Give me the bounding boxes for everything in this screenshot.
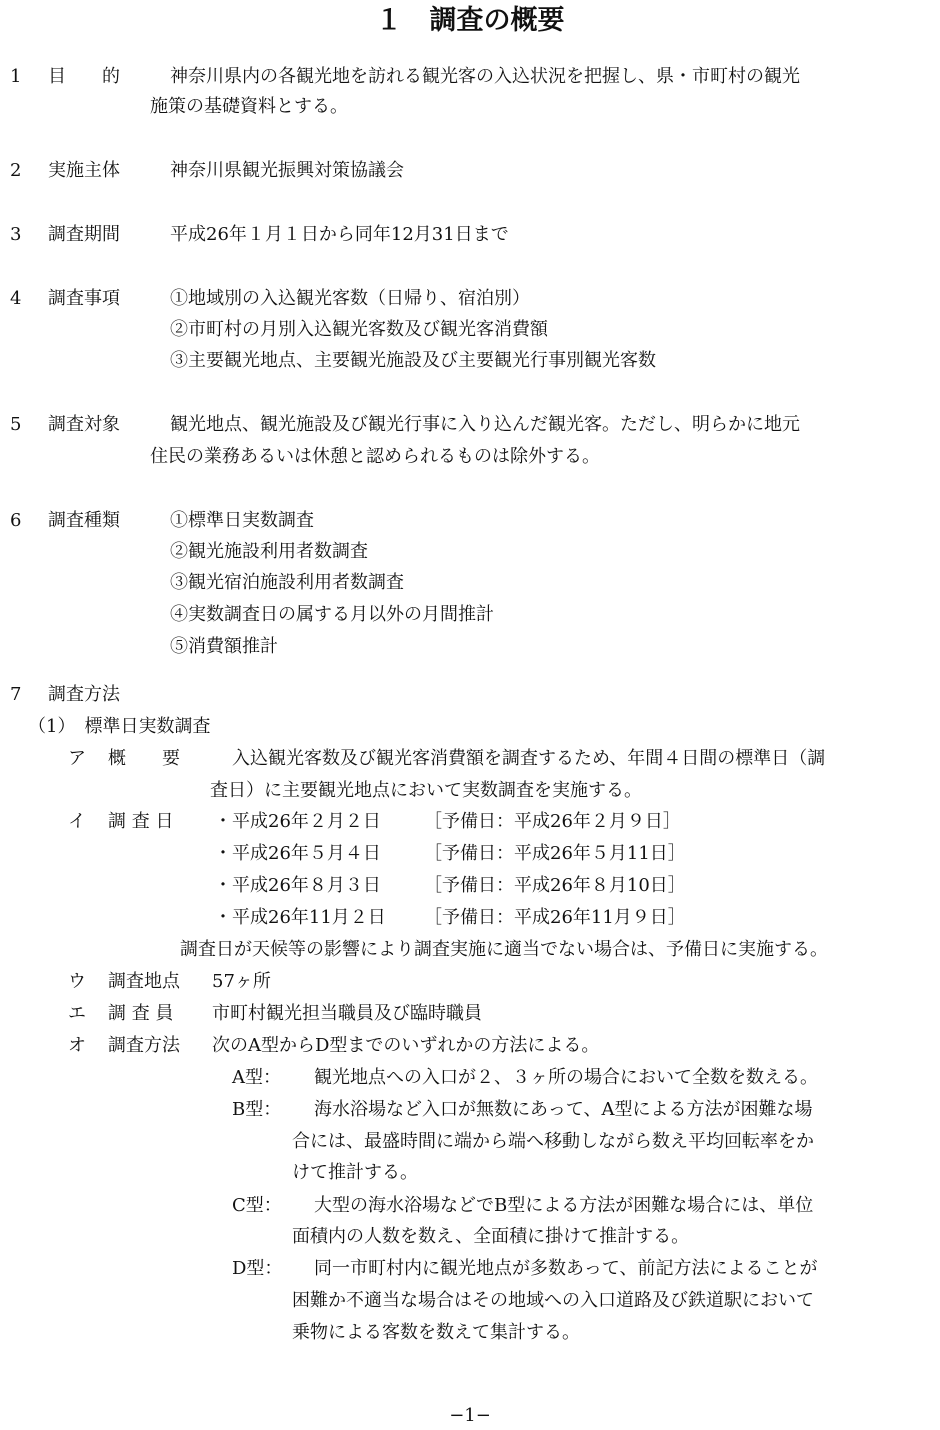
section-6-item: ③観光宿泊施設利用者数調査 xyxy=(170,572,404,593)
survey-date: ・平成26年５月４日 xyxy=(214,843,381,864)
item-i-mark: イ xyxy=(68,811,86,832)
type-text-line: けて推計する。 xyxy=(292,1162,418,1183)
section-1-number: 1 xyxy=(10,66,22,87)
section-1-label: 目 的 xyxy=(48,66,120,87)
reserve-date: ［予備日：平成26年８月10日］ xyxy=(424,875,686,896)
item-a-text-line1: 入込観光客数及び観光客消費額を調査するため、年間４日間の標準日（調 xyxy=(232,748,826,769)
item-o-label: 調査方法 xyxy=(108,1035,180,1056)
item-a-label: 概 要 xyxy=(108,748,180,769)
section-5-number: 5 xyxy=(10,414,22,435)
type-text-line: 困難か不適当な場合はその地域への入口道路及び鉄道駅において xyxy=(292,1290,814,1311)
item-a-mark: ア xyxy=(68,748,86,769)
type-text-line: 同一市町村内に観光地点が多数あって、前記方法によることが xyxy=(314,1258,818,1279)
section-4-item: ②市町村の月別入込観光客数及び観光客消費額 xyxy=(170,319,548,340)
item-u-text: 57ヶ所 xyxy=(212,971,271,992)
section-6-item: ①標準日実数調査 xyxy=(170,510,314,531)
type-text-line: 乗物による客数を数えて集計する。 xyxy=(292,1322,580,1343)
survey-date: ・平成26年２月２日 xyxy=(214,811,381,832)
section-5-label: 調査対象 xyxy=(48,414,120,435)
section-2-number: 2 xyxy=(10,160,22,181)
type-text-line: 観光地点への入口が２、３ヶ所の場合において全数を数える。 xyxy=(314,1067,818,1088)
reserve-date: ［予備日：平成26年５月11日］ xyxy=(424,843,686,864)
item-a-text-line2: 査日）に主要観光地点において実数調査を実施する。 xyxy=(210,780,642,801)
section-1-text-line1: 神奈川県内の各観光地を訪れる観光客の入込状況を把握し、県・市町村の観光 xyxy=(170,66,800,87)
section-6-item: ④実数調査日の属する月以外の月間推計 xyxy=(170,604,494,625)
page-title: １ 調査の概要 xyxy=(375,5,565,36)
section-4-label: 調査事項 xyxy=(48,288,120,309)
item-u-mark: ウ xyxy=(68,971,86,992)
item-i-label: 調 査 日 xyxy=(108,811,174,832)
type-text-line: 大型の海水浴場などでB型による方法が困難な場合には、単位 xyxy=(314,1195,814,1216)
section-5-text-line2: 住民の業務あるいは休憩と認められるものは除外する。 xyxy=(150,446,600,467)
item-u-label: 調査地点 xyxy=(108,971,180,992)
survey-date: ・平成26年８月３日 xyxy=(214,875,381,896)
type-label: C型： xyxy=(232,1195,282,1216)
subsection-1-heading: （1） 標準日実数調査 xyxy=(28,716,211,737)
item-e-mark: エ xyxy=(68,1003,86,1024)
type-text-line: 海水浴場など入口が無数にあって、A型による方法が困難な場 xyxy=(314,1099,813,1120)
section-6-label: 調査種類 xyxy=(48,510,120,531)
item-e-label: 調 査 員 xyxy=(108,1003,174,1024)
reserve-date: ［予備日：平成26年２月９日］ xyxy=(424,811,681,832)
section-6-item: ⑤消費額推計 xyxy=(170,636,278,657)
section-3-number: 3 xyxy=(10,224,22,245)
section-6-item: ②観光施設利用者数調査 xyxy=(170,541,368,562)
page-number: −1− xyxy=(449,1405,491,1426)
type-label: B型： xyxy=(232,1099,282,1120)
survey-date: ・平成26年11月２日 xyxy=(214,907,386,928)
reserve-date: ［予備日：平成26年11月９日］ xyxy=(424,907,686,928)
section-3-text: 平成26年１月１日から同年12月31日まで xyxy=(170,224,509,245)
section-4-item: ①地域別の入込観光客数（日帰り、宿泊別） xyxy=(170,288,530,309)
survey-date-note: 調査日が天候等の影響により調査実施に適当でない場合は、予備日に実施する。 xyxy=(180,939,828,960)
section-7-label: 調査方法 xyxy=(48,684,120,705)
type-text-line: 面積内の人数を数え、全面積に掛けて推計する。 xyxy=(292,1226,690,1247)
section-1-text-line2: 施策の基礎資料とする。 xyxy=(150,96,348,117)
section-4-number: 4 xyxy=(10,288,22,309)
type-label: D型： xyxy=(232,1258,283,1279)
type-label: A型： xyxy=(232,1067,281,1088)
section-2-label: 実施主体 xyxy=(48,160,120,181)
section-4-item: ③主要観光地点、主要観光施設及び主要観光行事別観光客数 xyxy=(170,350,656,371)
item-e-text: 市町村観光担当職員及び臨時職員 xyxy=(212,1003,482,1024)
section-5-text-line1: 観光地点、観光施設及び観光行事に入り込んだ観光客。ただし、明らかに地元 xyxy=(170,414,800,435)
section-6-number: 6 xyxy=(10,510,22,531)
item-o-mark: オ xyxy=(68,1035,86,1056)
section-7-number: 7 xyxy=(10,684,22,705)
section-2-text: 神奈川県観光振興対策協議会 xyxy=(170,160,404,181)
item-o-text: 次のA型からD型までのいずれかの方法による。 xyxy=(212,1035,600,1056)
section-3-label: 調査期間 xyxy=(48,224,120,245)
type-text-line: 合には、最盛時間に端から端へ移動しながら数え平均回転率をか xyxy=(292,1131,814,1152)
